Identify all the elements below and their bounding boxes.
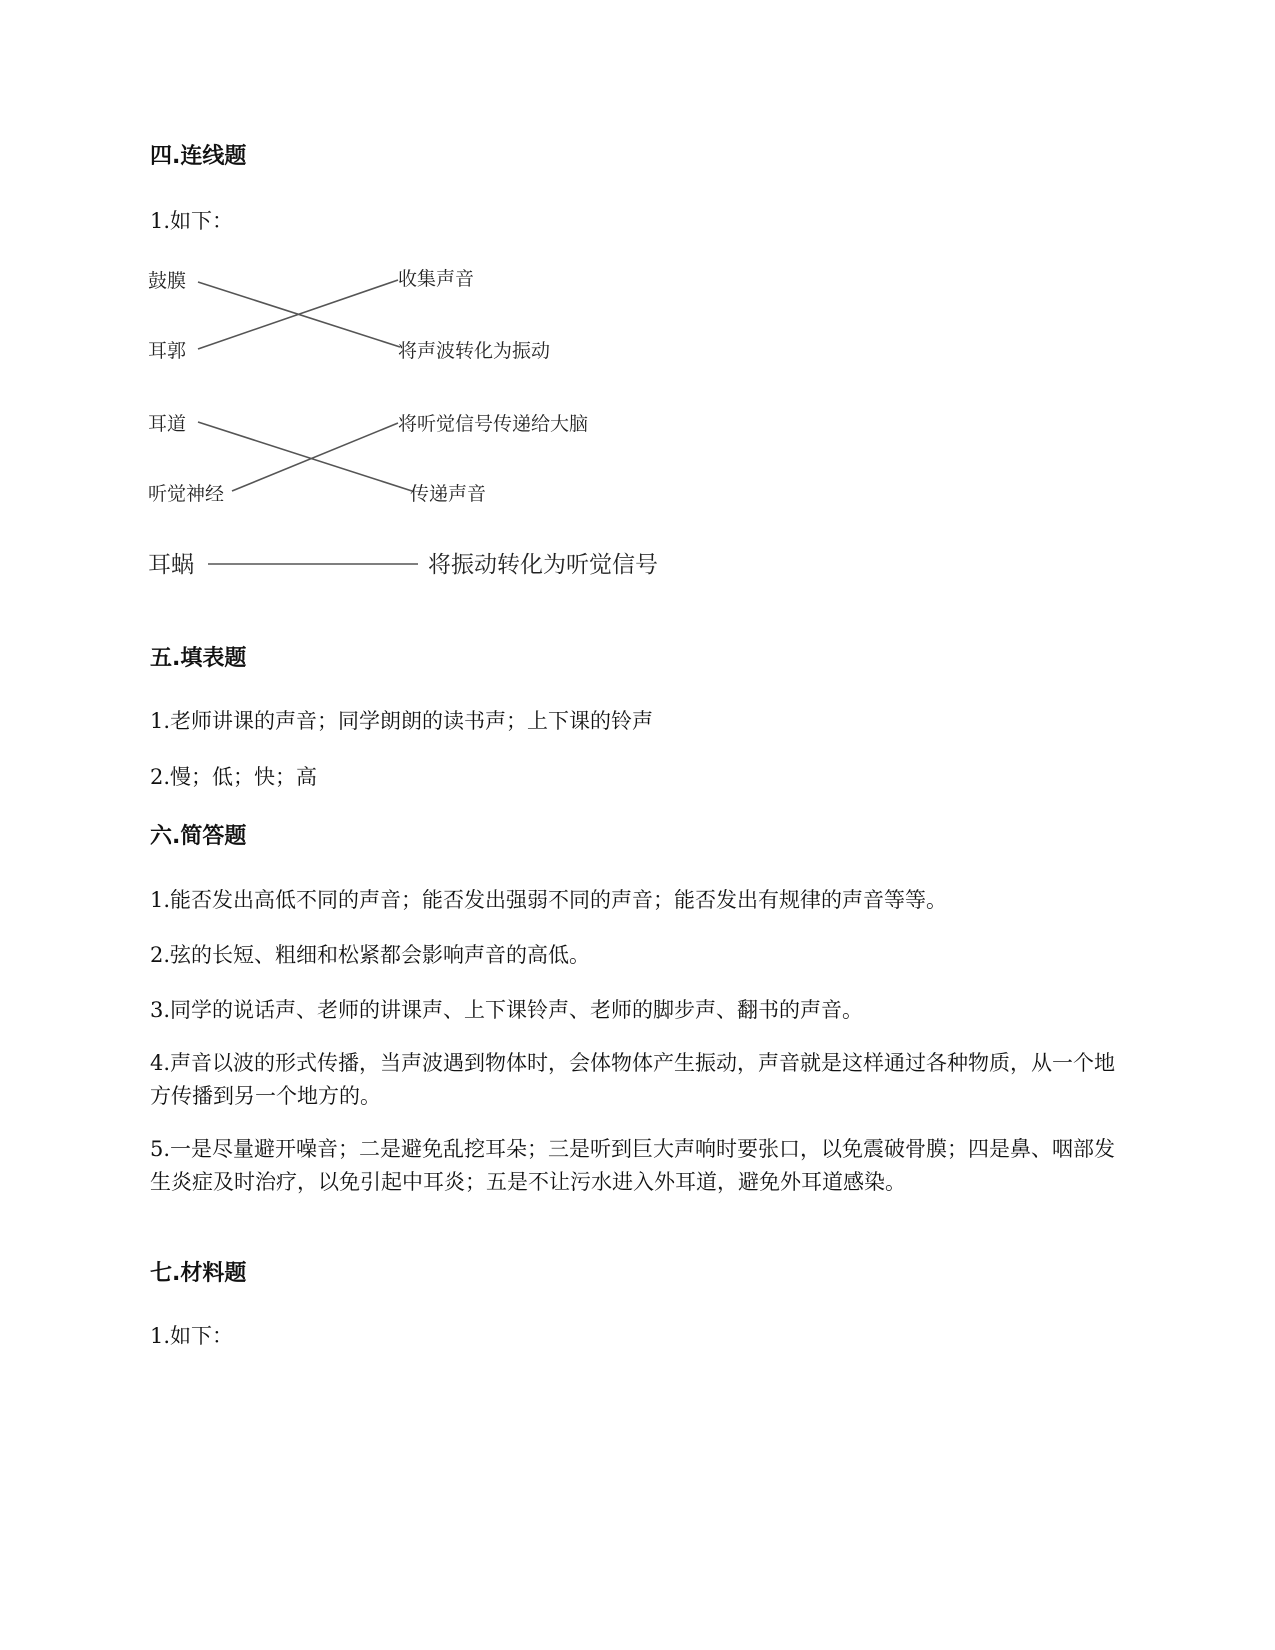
left-item-ear-canal: 耳道 bbox=[148, 413, 187, 435]
short-answer-5: 5.一是尽量避开噪音；二是避免乱挖耳朵；三是听到巨大声响时要张口，以免震破骨膜；四是鼻、咽部发生炎症及时治疗，以免引起中耳炎；五是不让污水进入外耳道，避免外耳道感染。 bbox=[150, 1137, 1116, 1194]
short-answer-1: 1.能否发出高低不同的声音；能否发出强弱不同的声音；能否发出有规律的声音等等。 bbox=[150, 888, 948, 912]
section-heading-table: 五.填表题 bbox=[150, 646, 247, 671]
matching-question-1: 1.如下： bbox=[150, 209, 234, 233]
short-answer-4: 4.声音以波的形式传播，当声波遇到物体时，会体物体产生振动，声音就是这样通过各种物质，从一个地方传播到另一个地方的。 bbox=[150, 1051, 1116, 1108]
table-answer-1: 1.老师讲课的声音；同学朗朗的读书声；上下课的铃声 bbox=[150, 709, 654, 733]
left-item-auditory-nerve: 听觉神经 bbox=[148, 483, 225, 505]
short-answer-3: 3.同学的说话声、老师的讲课声、上下课铃声、老师的脚步声、翻书的声音。 bbox=[150, 998, 864, 1022]
right-item-collect-sound: 收集声音 bbox=[398, 268, 475, 290]
match-line-4 bbox=[232, 423, 398, 491]
short-answer-2: 2.弦的长短、粗细和松紧都会影响声音的高低。 bbox=[150, 943, 591, 967]
right-item-transmit-sound: 传递声音 bbox=[410, 483, 487, 505]
match-line-2 bbox=[198, 280, 398, 349]
table-answer-2: 2.慢；低；快；高 bbox=[150, 765, 318, 789]
section-heading-short-answer: 六.简答题 bbox=[150, 824, 247, 849]
right-item-wave-to-vibration: 将声波转化为振动 bbox=[398, 340, 551, 362]
section-heading-matching: 四.连线题 bbox=[150, 144, 247, 169]
section-heading-material: 七.材料题 bbox=[150, 1261, 247, 1286]
left-item-auricle: 耳郭 bbox=[148, 340, 187, 362]
matching-diagram bbox=[140, 255, 700, 600]
material-question-1: 1.如下： bbox=[150, 1324, 234, 1348]
right-item-signal-to-brain: 将听觉信号传递给大脑 bbox=[398, 413, 589, 435]
match-line-3 bbox=[198, 422, 412, 491]
right-item-vibration-to-signal: 将振动转化为听觉信号 bbox=[428, 552, 658, 578]
left-item-eardrum: 鼓膜 bbox=[148, 270, 187, 292]
left-item-cochlea: 耳蜗 bbox=[148, 552, 194, 578]
